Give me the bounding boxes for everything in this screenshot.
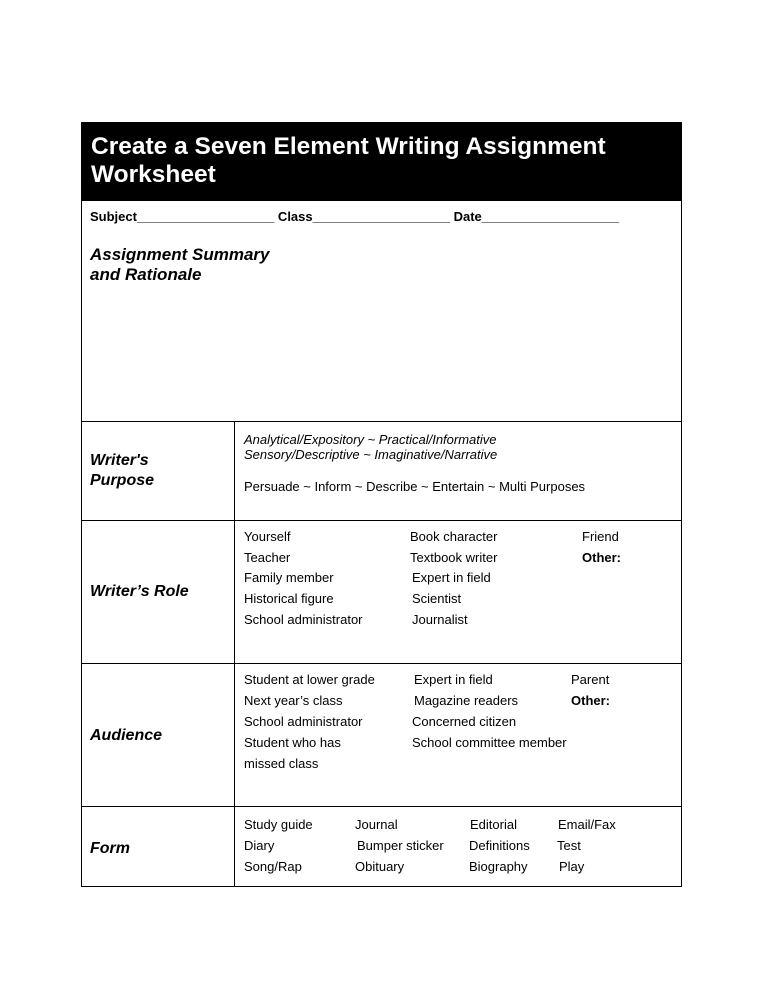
- form-item: Diary: [244, 838, 275, 853]
- subject-class-date-line: Subject___________________ Class___________________ Date___________________: [90, 209, 620, 224]
- title-line-2: Worksheet: [91, 161, 216, 188]
- title-line-1: Create a Seven Element Writing Assignment: [91, 133, 606, 160]
- role-item: Yourself: [244, 529, 291, 544]
- audience-item: Magazine readers: [414, 693, 519, 708]
- role-item: Expert in field: [412, 570, 491, 585]
- form-item: Obituary: [355, 859, 405, 874]
- form-item: Editorial: [470, 817, 517, 832]
- role-item: Historical figure: [244, 591, 334, 606]
- divider-after-role: [82, 663, 681, 664]
- role-item: Textbook writer: [410, 550, 498, 565]
- role-item: Family member: [244, 570, 334, 585]
- purpose-label-line-1: Writer's: [90, 452, 149, 469]
- audience-item: School committee member: [412, 735, 567, 750]
- role-item: Teacher: [244, 550, 291, 565]
- audience-item: Student who has: [244, 735, 341, 750]
- purpose-line-2: Sensory/Descriptive ~ Imaginative/Narrative: [244, 447, 498, 462]
- audience-item: School administrator: [244, 714, 363, 729]
- column-divider: [234, 421, 235, 886]
- form-label: Form: [90, 840, 130, 857]
- form-item: Biography: [469, 859, 528, 874]
- writers-role-label: Writer’s Role: [90, 583, 189, 600]
- divider-after-summary: [82, 421, 681, 422]
- form-item: Email/Fax: [558, 817, 616, 832]
- role-other-label: Other:: [582, 550, 621, 565]
- audience-other-label: Other:: [571, 693, 610, 708]
- assignment-summary-label: [90, 245, 310, 285]
- audience-item: Next year’s class: [244, 693, 343, 708]
- worksheet-table: [81, 122, 682, 887]
- role-item: Journalist: [412, 612, 468, 627]
- title-bar: [82, 123, 681, 201]
- audience-label: Audience: [90, 727, 163, 744]
- summary-label-line-1: Assignment Summary: [90, 245, 270, 264]
- role-item: School administrator: [244, 612, 363, 627]
- purpose-line-3: Persuade ~ Inform ~ Describe ~ Entertain ~ Multi Purposes: [244, 479, 586, 494]
- purpose-line-1: Analytical/Expository ~ Practical/Informative: [244, 432, 497, 447]
- audience-item: missed class: [244, 756, 319, 771]
- role-item: Scientist: [412, 591, 462, 606]
- form-item: Song/Rap: [244, 859, 302, 874]
- divider-after-audience: [82, 806, 681, 807]
- form-item: Study guide: [244, 817, 313, 832]
- audience-item: Parent: [571, 672, 610, 687]
- writers-purpose-label: [90, 451, 154, 491]
- purpose-label-line-2: Purpose: [90, 472, 155, 489]
- audience-item: Concerned citizen: [412, 714, 517, 729]
- role-item: Book character: [410, 529, 498, 544]
- divider-after-purpose: [82, 520, 681, 521]
- summary-label-line-2: and Rationale: [90, 265, 202, 284]
- audience-item: Expert in field: [414, 672, 493, 687]
- role-item: Friend: [582, 529, 619, 544]
- form-item: Journal: [355, 817, 398, 832]
- form-item: Test: [557, 838, 581, 853]
- form-item: Bumper sticker: [357, 838, 444, 853]
- form-item: Definitions: [469, 838, 530, 853]
- form-item: Play: [559, 859, 585, 874]
- audience-item: Student at lower grade: [244, 672, 375, 687]
